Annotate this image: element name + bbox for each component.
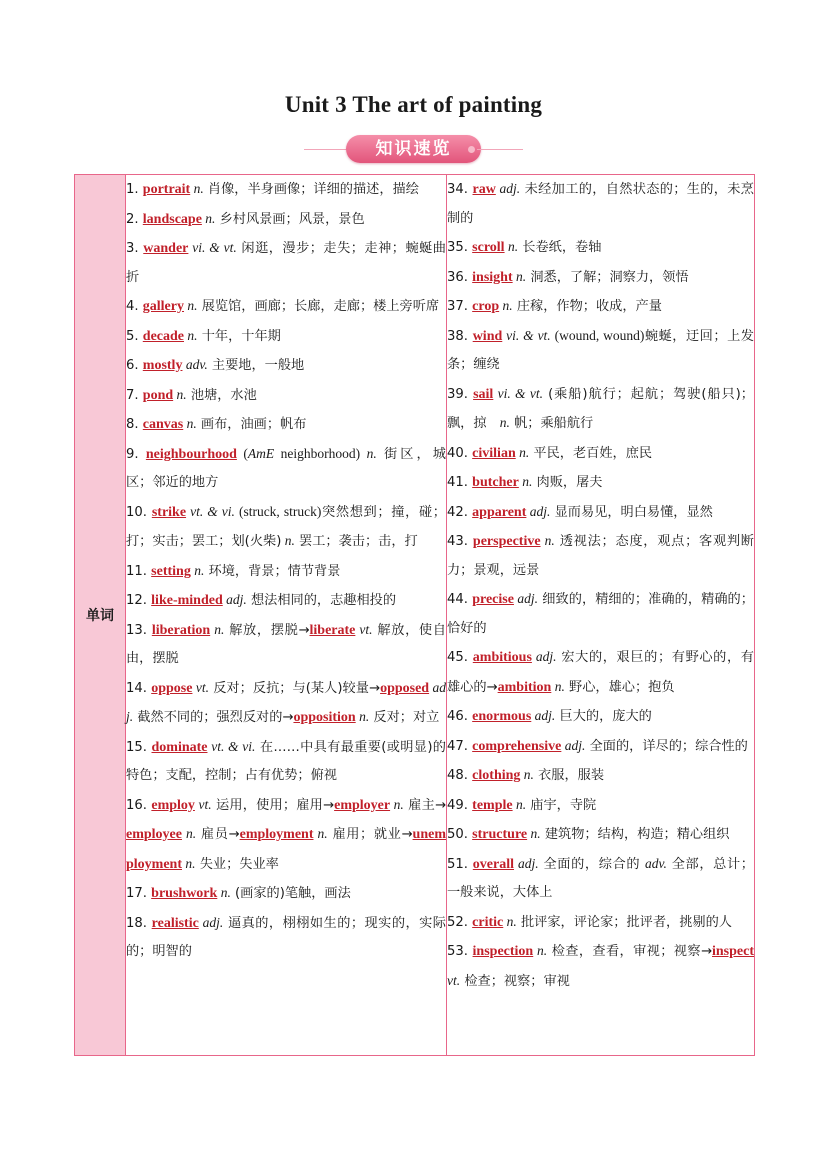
vocab-entry [447, 761, 754, 791]
vocab-entry [126, 791, 446, 880]
right-column [447, 175, 755, 1056]
entry-number: 1. [126, 182, 143, 197]
part-of-speech: adv. [182, 357, 208, 372]
definition-text: 环境，背景；情节背景 [204, 563, 341, 579]
definition-text: 长卷纸，卷轴 [518, 240, 602, 255]
vocab-word: comprehensive [472, 738, 562, 754]
definition-text: 逼真的，栩栩如生的；现实的，实际的；明智的 [126, 915, 446, 959]
vocab-word: sail [473, 386, 494, 402]
entry-number: 18. [126, 915, 152, 931]
entry-number: 36. [447, 269, 473, 285]
vocab-word: liberate [309, 622, 356, 638]
vocab-entry [126, 175, 446, 205]
vocab-word: perspective [472, 534, 541, 549]
part-of-speech: n. [210, 621, 225, 637]
part-of-speech: adj. [198, 914, 224, 930]
vocab-entry [126, 322, 446, 352]
definition-text: 检查，查看，审视；视察→ [547, 944, 712, 959]
definition-text: 罢工；袭击；击，打 [294, 534, 418, 549]
definition-text: 宏大的，艰巨的；有野心的，有雄心的→ [447, 650, 754, 695]
category-cell: 单词 [75, 175, 126, 1056]
vocab-entry [126, 616, 446, 674]
part-of-speech: vi. & vt. [188, 240, 237, 255]
definition-text: 展览馆，画廊；长廊，走廊；楼上旁听席 [197, 299, 440, 314]
part-of-speech: n. [390, 796, 404, 812]
vocab-word: temple [472, 797, 513, 813]
definition-text: 未经加工的，自然状态的；生的，未烹制的 [447, 182, 754, 226]
part-of-speech: adj. [513, 591, 539, 606]
part-of-speech: adj. [526, 503, 551, 519]
vocab-word: oppose [151, 680, 193, 696]
part-of-speech: n. [533, 943, 548, 958]
part-of-speech: n. [366, 445, 377, 461]
vocab-entry [126, 879, 446, 909]
part-of-speech: vt. [192, 679, 209, 695]
vocab-entry [447, 380, 754, 439]
entry-number: 5. [126, 328, 143, 344]
vocab-word: ambition [497, 679, 552, 695]
vocab-entry [126, 498, 446, 557]
part-of-speech: n. [184, 298, 198, 313]
part-of-speech: adj. [126, 679, 447, 724]
vocab-entry [447, 175, 754, 233]
definition-text: 主要地，一般地 [207, 358, 305, 373]
definition-text: 野心，雄心；抱负 [564, 679, 675, 695]
part-of-speech: n. [540, 533, 555, 548]
entry-number: 51. [447, 856, 473, 872]
entry-number: 2. [126, 211, 143, 227]
vocab-word: neighbourhood [145, 446, 237, 462]
entry-number: 50. [447, 827, 473, 842]
vocab-entry [447, 498, 754, 528]
part-of-speech: n. [503, 913, 517, 929]
part-of-speech: n. [504, 239, 519, 254]
section-banner-label: 知识速览 [346, 135, 481, 163]
vocab-entry [447, 732, 754, 762]
entry-number: 49. [447, 797, 473, 813]
entry-number: 39. [447, 386, 474, 402]
part-of-speech: adv. [645, 855, 667, 871]
vocab-entry [126, 410, 446, 440]
part-of-speech: vt. & vi. [186, 503, 235, 519]
definition-text: 蜿蜒，迂回；上发条；缠绕 [447, 328, 754, 372]
left-column [126, 175, 447, 1056]
part-of-speech: n. [183, 416, 197, 431]
vocab-word: wind [472, 328, 503, 344]
vocab-entry [126, 557, 446, 587]
part-of-speech: vt. [447, 972, 461, 988]
vocab-word: wander [143, 241, 189, 256]
part-of-speech: n. [355, 709, 370, 724]
entry-number: 52. [447, 914, 473, 930]
part-of-speech: n. [181, 826, 197, 841]
vocab-word: pond [142, 387, 174, 403]
definition-text: 帆；乘船航行 [509, 416, 594, 431]
vocab-word: butcher [472, 475, 519, 490]
vocab-entry [447, 292, 754, 322]
vocab-word: raw [472, 182, 496, 197]
definition-text: neighborhood) [274, 445, 367, 461]
vocab-word: overall [472, 856, 515, 872]
definition-text: 十年，十年期 [197, 328, 281, 344]
part-of-speech: n. [551, 678, 565, 694]
vocab-entry [447, 585, 754, 643]
vocab-word: canvas [142, 417, 184, 432]
entry-number: 53. [447, 944, 473, 959]
part-of-speech: n. [190, 181, 204, 196]
part-of-speech: n. [217, 885, 231, 900]
vocab-entry [126, 205, 446, 235]
definition-text: (画家的)笔触，画法 [230, 886, 351, 901]
definition-text: 肖像，半身画像；详细的描述，描绘 [203, 182, 419, 197]
part-of-speech: vt. & vi. [207, 738, 256, 754]
part-of-speech: n. [173, 386, 187, 402]
definition-text: 在……中具有最重要(或明显)的特色；支配，控制；占有优势；俯视 [126, 739, 446, 783]
vocab-word: strike [151, 504, 187, 520]
definition-text: 衣服，服装 [533, 768, 605, 783]
vocab-word: setting [151, 563, 191, 579]
entry-number: 14. [126, 680, 152, 696]
entry-number: 6. [126, 358, 143, 373]
entry-number: 43. [447, 534, 473, 549]
part-of-speech: vi. & vt. [493, 385, 543, 401]
vocab-word: apparent [472, 504, 527, 520]
part-of-speech: n. [527, 826, 541, 841]
vocab-entry [126, 674, 446, 733]
part-of-speech: adj. [531, 708, 556, 723]
vocab-word: employee [126, 827, 182, 842]
definition-text: 全部，总计；一般来说，大体上 [447, 856, 754, 900]
vocab-entry [447, 468, 754, 498]
entry-number: 12. [126, 593, 152, 608]
part-of-speech: vt. [194, 796, 212, 812]
definition-text: 乡村风景画；风景，景色 [215, 211, 365, 227]
vocab-word: critic [472, 914, 504, 930]
vocab-entry [447, 643, 754, 702]
part-of-speech: n. [499, 298, 513, 313]
vocab-word: liberation [151, 622, 211, 638]
entry-number: 48. [447, 768, 473, 783]
vocab-word: inspect [712, 944, 754, 959]
vocab-word: like-minded [151, 593, 223, 608]
definition-text: 失业；失业率 [195, 856, 279, 872]
vocab-word: employ [151, 797, 195, 813]
entry-number: 11. [126, 563, 152, 579]
part-of-speech: n. [201, 210, 216, 226]
entry-number: 45. [447, 650, 473, 665]
vocab-entry [447, 527, 754, 585]
vocab-entry [447, 322, 754, 380]
vocab-word: precise [472, 592, 514, 607]
entry-number: 38. [447, 328, 473, 344]
vocab-entry [447, 937, 754, 996]
vocab-word: opposed [380, 680, 430, 696]
definition-text: 画布，油画；帆布 [196, 417, 307, 432]
definition-text: 平民，老百姓，庶民 [529, 445, 653, 461]
vocab-word: brushwork [151, 886, 218, 901]
definition-text: (乘船)航行；起航；驾驶(船只)；飘，掠 [447, 386, 754, 431]
definition-text: 细致的，精细的；准确的，精确的；恰好的 [447, 592, 754, 636]
definition-text: (wound, wound) [550, 327, 645, 343]
part-of-speech: n. [313, 826, 328, 841]
definition-text: 透视法；态度，观点；客观判断力；景观，远景 [447, 534, 754, 578]
vocab-word: landscape [142, 211, 202, 227]
entry-number: 17. [126, 886, 152, 901]
part-of-speech: n. [499, 415, 510, 430]
entry-number: 34. [447, 182, 473, 197]
part-of-speech: adj. [514, 855, 539, 871]
part-of-speech: n. [518, 474, 533, 489]
definition-text: 反对；对立 [369, 710, 440, 725]
vocab-word: mostly [142, 358, 183, 373]
entry-number: 10. [126, 504, 152, 520]
definition-text: 雇用；就业→ [327, 827, 413, 842]
definition-text: 雇员→ [196, 827, 240, 842]
entry-number: 41. [447, 475, 473, 490]
vocab-entry [126, 381, 446, 411]
part-of-speech: adj. [495, 181, 521, 196]
part-of-speech: adj. [561, 737, 586, 753]
vocab-entry [126, 351, 446, 381]
vocab-entry [447, 850, 754, 908]
part-of-speech: n. [515, 444, 530, 460]
part-of-speech: n. [512, 796, 527, 812]
part-of-speech: vi. & vt. [502, 327, 551, 343]
definition-text: 闲逛，漫步；走失；走神；蜿蜒曲折 [126, 241, 446, 285]
definition-text: 街区，城区；邻近的地方 [126, 446, 446, 490]
entry-number: 35. [447, 240, 473, 255]
definition-text: 巨大的，庞大的 [555, 709, 652, 724]
vocab-entry [447, 439, 754, 469]
vocab-entry [126, 586, 446, 616]
vocab-entry [447, 263, 754, 293]
part-of-speech: n. [182, 855, 196, 871]
definition-text: 截然不同的；强烈反对的→ [133, 710, 294, 725]
part-of-speech: AmE [247, 445, 275, 461]
vocab-entry [447, 908, 754, 938]
definition-text: 池塘，水池 [186, 387, 257, 403]
page-title: Unit 3 The art of painting [284, 92, 543, 117]
banner-line-left [304, 149, 350, 150]
vocab-word: clothing [472, 768, 521, 783]
definition-text: 洞悉，了解；洞察力，领悟 [526, 269, 689, 285]
section-banner [300, 134, 527, 164]
vocab-word: employment [239, 827, 314, 842]
vocab-word: inspection [472, 944, 534, 959]
vocab-entry [447, 702, 754, 732]
vocabulary-table [74, 174, 755, 1056]
definition-text: 解放，摆脱→ [224, 622, 310, 638]
definition-text: 检查；视察；审视 [460, 973, 570, 989]
definition-text: 肉贩，屠夫 [532, 475, 603, 490]
vocab-word: enormous [472, 709, 532, 724]
entry-number: 9. [126, 446, 146, 462]
vocab-entry [126, 733, 446, 791]
vocab-word: civilian [472, 445, 516, 461]
definition-text: (struck, struck) [234, 503, 322, 519]
definition-text: 解放，使自由，摆脱 [126, 622, 446, 666]
entry-number: 42. [447, 504, 473, 520]
banner-dot-right [468, 146, 475, 153]
definition-text: 运用，使用；雇用→ [211, 797, 335, 813]
vocab-entry [126, 234, 446, 292]
part-of-speech: adj. [222, 592, 247, 607]
definition-text: 庄稼，作物；收成，产量 [512, 299, 662, 314]
part-of-speech: n. [281, 533, 295, 548]
vocab-entry [447, 820, 754, 850]
entry-number: 13. [126, 622, 152, 638]
definition-text: 全面的，综合的 [538, 856, 646, 872]
vocabulary-row [75, 175, 755, 1056]
vocab-word: gallery [142, 299, 184, 314]
part-of-speech: n. [512, 268, 527, 284]
entry-number: 4. [126, 299, 143, 314]
definition-text: 全面的，详尽的；综合性的 [585, 738, 748, 754]
entry-number: 47. [447, 738, 473, 754]
definition-text: 显而易见，明白易懂，显然 [550, 504, 713, 520]
definition-text: 反对；反抗；与(某人)较量→ [208, 680, 381, 696]
entry-number: 40. [447, 445, 473, 461]
vocab-entry [447, 233, 754, 263]
entry-number: 16. [126, 797, 152, 813]
entry-number: 3. [126, 241, 144, 256]
vocab-word: decade [142, 328, 184, 344]
entry-number: 8. [126, 417, 143, 432]
definition-text: 突然想到；撞，碰；打；实击；罢工；划(火柴) [126, 504, 446, 549]
vocab-entry [126, 909, 446, 967]
vocab-word: unemployment [126, 827, 446, 872]
entry-number: 46. [447, 709, 473, 724]
definition-text: 建筑物；结构，构造；精心组织 [540, 827, 730, 842]
definition-text: ( [236, 445, 248, 461]
definition-text: 想法相同的，志趣相投的 [246, 593, 397, 608]
vocab-word: opposition [293, 710, 356, 725]
vocab-word: realistic [151, 915, 199, 931]
vocab-word: dominate [151, 739, 208, 755]
part-of-speech: n. [520, 767, 534, 782]
vocab-word: crop [472, 299, 500, 314]
vocab-word: insight [472, 269, 513, 285]
entry-number: 44. [447, 592, 473, 607]
vocab-word: ambitious [472, 650, 532, 665]
definition-text: 雇主→ [403, 797, 446, 813]
vocab-entry [126, 440, 446, 498]
vocab-word: portrait [142, 182, 191, 197]
part-of-speech: n. [184, 327, 198, 343]
part-of-speech: n. [190, 562, 205, 578]
vocab-word: employer [334, 797, 391, 813]
vocab-word: structure [472, 827, 528, 842]
vocab-entry [447, 791, 754, 821]
entry-number: 37. [447, 299, 473, 314]
vocab-word: scroll [472, 240, 505, 255]
banner-line-right [477, 149, 523, 150]
part-of-speech: vt. [355, 621, 373, 637]
vocab-entry [126, 292, 446, 322]
entry-number: 7. [126, 387, 143, 403]
part-of-speech: adj. [531, 649, 557, 664]
entry-number: 15. [126, 739, 152, 755]
definition-text: 批评家，评论家；批评者，挑剔的人 [516, 914, 732, 930]
definition-text: 庙宇，寺院 [526, 797, 597, 813]
